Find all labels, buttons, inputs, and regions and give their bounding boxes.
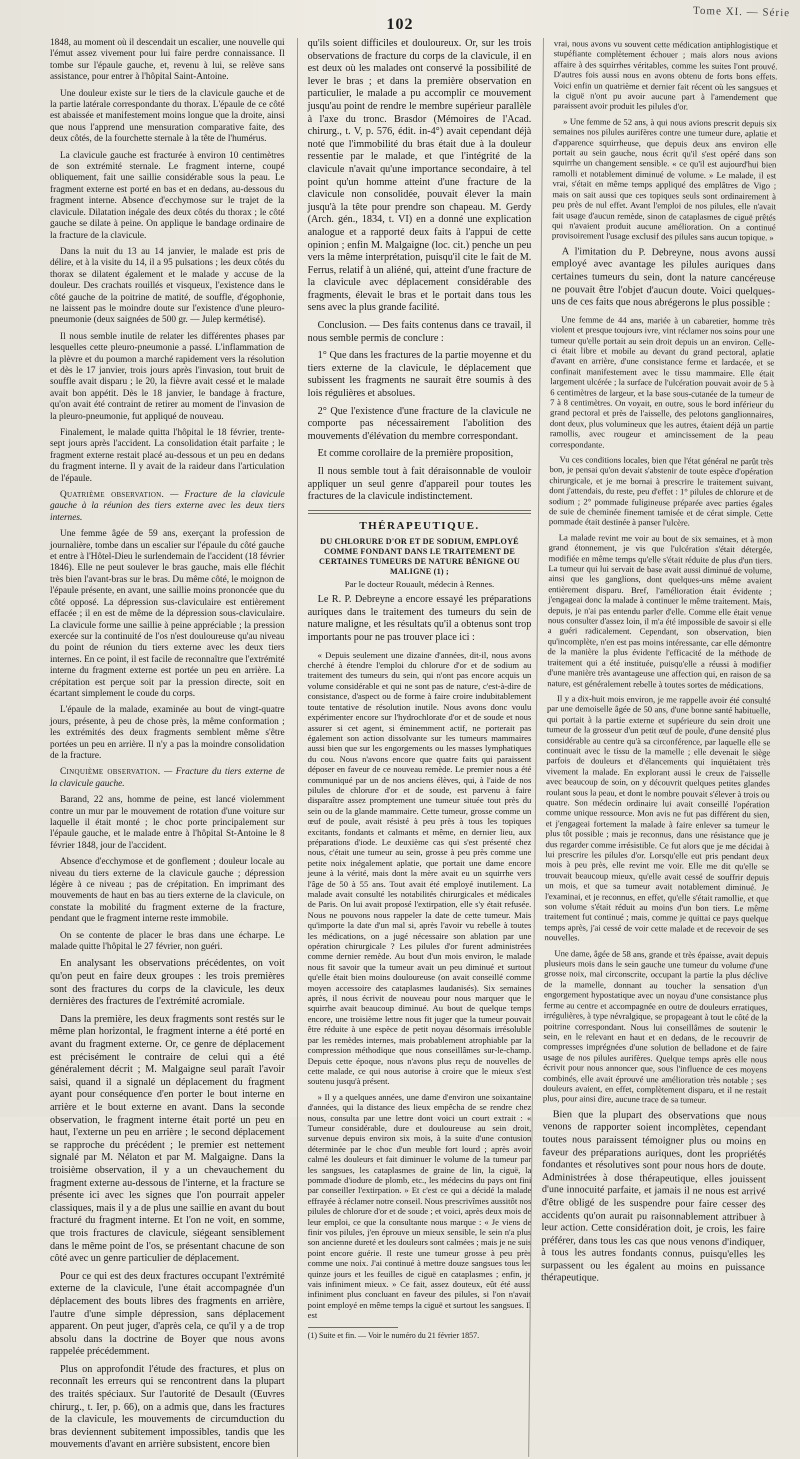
paragraph: Il nous semble inutile de relater les différentes phases par lesquelles cette pleuro-pneumonie a passé. L'inflammation de la plèvre et du poumon a marché rapidement vers la résolution et dès le 17 janvier, trois jours après l'invasion, tout bruit de souffle avait disparu ; le 20, la fièvre avait cessé et le malade avait bon appétit. Dès le 18 janvier, le bandage à fracture, qu'on avait été contraint de retirer au moment de l'invasion de la pleuro-pneumonie, fut appliqué de nouveau. bbox=[50, 331, 285, 422]
page-number: 102 bbox=[386, 16, 414, 33]
paragraph: Une dame, âgée de 58 ans, grande et très épaisse, avait depuis plusieurs mois dans le sein gauche une tumeur du volume d'une grosse noix, mal circonscrite, occupant la partie la plus déclive de la mamelle, donnant au toucher la sensation d'un engorgement hypostatique avec un noyau d'une consistance plus ferme au centre et accompagnée en outre de douleurs erratiques, irrégulières, à type névralgique, se propageant à tout le côté de la poitrine correspondant. Nous lui conseillâmes de soutenir le sein, en le relevant en haut et en dedans, de le recouvrir de compresses imprégnées d'une solution de belladone et de faire usage de nos pilules aurifères. Quelque temps après elle nous écrivit pour nous annoncer que, sous l'influence de ces moyens combinés, elle avait éprouvé une amélioration très notable ; ses douleurs avaient, en effet, complètement disparu, et il ne restait plus, pour ainsi dire, aucune trace de sa tumeur. bbox=[543, 947, 769, 1106]
quoted-paragraph: » Il y a quelques années, une dame d'environ une soixantaine d'années, qui la distance des lieux empêcha de se rendre chez nous, consulta par une lettre dont voici un court extrait : « Tumeur considérable, dure et douloureuse au sein droit, survenue depuis environ six mois, à la suite d'une contusion déterminée par le choc d'un meuble fort lourd ; après avoir calmé les douleurs et fait diminuer le volume de la tumeur par les sangsues, les cataplasmes de graine de lin, la ciguë, la pommade d'iodure de plomb, etc., les médecins du pays ont fini par conseiller l'extirpation. » Et c'est ce qui a décidé la malade effrayée à réclamer notre conseil. Nous prescrivîmes aussitôt nos pilules de chlorure d'or et de soude ; et voici, après deux mois de leur emploi, ce que la consultante nous marque : « Je viens de finir vos pilules, j'en éprouve un mieux sensible, le sein n'a plus son ancienne dureté et les douleurs sont calmées ; mais je ne suis point encore guérie. Il reste une tumeur grosse à peu près comme une noix. J'ai continué à mettre douze sangsues tous les quinze jours et les feuilles de ciguë en cataplasmes ; enfin, je vais infiniment mieux. » Ce fait, assez douteux, eût été aussi infiniment plus concluant en faveur des pilules, si l'on n'avait point employé en même temps la ciguë et surtout les sangsues. Il est bbox=[307, 1091, 532, 1321]
observation-label: Cinquième observation. bbox=[60, 767, 161, 778]
paragraph: Il nous semble tout à fait déraisonnable de vouloir appliquer un seul genre d'appareil pour toutes les fractures de la clavicule indistinctement. bbox=[307, 466, 532, 503]
paragraph: Une femme de 44 ans, mariée à un cabaretier, homme très violent et presque toujours ivre, vint réclamer nos soins pour une tumeur qu'elle portait au sein droit depuis un an environ. Celle-ci était libre et mobile au devant du grand pectoral, aplatie d'avant en arrière, d'une consistance ferme et lardacée, et se confinait manifestement avec le tissu mammaire. Elle était largement ulcérée ; la surface de l'ulcération pouvait avoir de 5 à 6 centimètres de largeur, et la base sous-cutanée de la tumeur de 7 à 8 centimètres. On voyait, en outre, sous le bord inférieur du grand pectoral et près de l'aisselle, des pelotons ganglionnaires, dont deux, plus volumineux que les autres, étaient déjà un partie ramollis, avec rougeur et amincissement de la peau correspondante. bbox=[550, 313, 776, 450]
paragraph: Une douleur existe sur le tiers de la clavicule gauche et de la partie latérale correspondante du thorax. L'épaule de ce côté est abaissée et manifestement moins longue que la droite, ainsi que nous l'apprend une mensuration comparative faite, des deux côtés, de la fourchette sternale à la tête de l'humérus. bbox=[50, 88, 285, 145]
column-1 bbox=[50, 38, 285, 1457]
paragraph: Bien que la plupart des observations que nous venons de rapporter soient incomplètes, cependant toutes nous paraissent témoigner plus ou moins en faveur des préparations auriques, dont les propriétés fondantes et résolutives sont pour nous hors de doute. Administrées à dose thérapeutique, elles jouissent d'une innocuité parfaite, et jamais il ne nous est arrivé d'être obligé de les suspendre pour faire cesser des accidents qu'on aurait pu raisonnablement attribuer à leur action. Cette considération doit, je crois, les faire préférer, dans tous les cas que nous venons d'indiquer, à tous les autres fondants connus, puisqu'elles les surpassent ou les égalent au moins en puissance thérapeutique. bbox=[541, 1108, 767, 1285]
running-header-fragment: Tome XI. — Série bbox=[692, 4, 791, 20]
paragraph: 1848, au moment où il descendait un escalier, une nouvelle qui l'émut assez vivement pour lui faire perdre connaissance. Il tombe sur l'épaule gauche, et, revenu à lui, se relève sans assistance, pour entrer à l'hôpital Saint-Antoine. bbox=[50, 38, 285, 83]
paragraph: Et comme corollaire de la première proposition, bbox=[317, 448, 514, 460]
paragraph: Finalement, le malade quitta l'hôpital le 18 février, trente-sept jours après l'accident. La consolidation était parfaite ; le fragment externe restait placé au-dessous et un peu en dedans du fragment interne. Il y avait de la raideur dans l'articulation de l'épaule. bbox=[50, 428, 285, 484]
observation-title: — Fracture du tiers externe de la clavicule gauche. bbox=[50, 767, 285, 789]
observation-title: — Fracture de la clavicule gauche à la réunion des tiers externe avec les deux tiers internes. bbox=[50, 490, 285, 523]
paragraph: Le R. P. Debreyne a encore essayé les préparations auriques dans le traitement des tumeurs du sein de nature maligne, et les résultats qu'il a obtenus sont trop importants pour ne pas trouver place ici : bbox=[307, 594, 532, 644]
article-heading: DU CHLORURE D'OR ET DE SODIUM, EMPLOYÉ COMME FONDANT DANS LE TRAITEMENT DE CERTAINES TUMEURS DE NATURE BÉNIGNE OU MALIGNE (1) ; bbox=[319, 536, 520, 576]
paragraph: L'épaule de la malade, examinée au bout de vingt-quatre jours, présente, à peu de chose près, la même conformation ; les extrémités des deux fragments semblent même s'être portées un peu en arrière. Il n'y a pas la moindre consolidation de la fracture. bbox=[50, 705, 285, 761]
paragraph: 2° Que l'existence d'une fracture de la clavicule ne comporte pas nécessairement l'abolition des mouvements d'élévation du membre correspondant. bbox=[307, 405, 532, 442]
paragraph: 1° Que dans les fractures de la partie moyenne et du tiers externe de la clavicule, le déplacement que subissent les fragments ne saurait être soumis à des lois régulières et absolues. bbox=[307, 350, 532, 400]
footnote: (1) Suite et fin. — Voir le numéro du 21 février 1857. bbox=[307, 1330, 480, 1340]
section-title: THÉRAPEUTIQUE. bbox=[359, 519, 480, 532]
observation-label: Quatrième observation. bbox=[60, 490, 165, 501]
paragraph: Une femme âgée de 59 ans, exerçant la profession de journalière, tombe dans un escalier sur l'épaule du côté gauche et entre à l'Hôtel-Dieu le surlendemain de l'accident (18 février 1846). Elle ne peut soulever le bras gauche, mais elle fléchit très bien l'avant-bras sur le bras. Du même côté, le moignon de l'épaule présente, en avant, une saillie moins prononcée que du côté opposé. La dépression sus-claviculaire est entièrement effacée ; il en est de même de la dépression sous-claviculaire. La clavicule forme une saillie à peine appréciable ; la pression exercée sur la continuité de l'os n'est douloureuse qu'au niveau du point de réunion du tiers externe avec les deux tiers internes. En ce point, il est facile de reconnaître que l'extrémité interne du fragment externe est portée un peu en arrière. La crépitation est perçue soit par la pression directe, soit en écartant simplement le coude du corps. bbox=[50, 529, 285, 699]
column-2 bbox=[297, 38, 532, 1457]
observation-heading bbox=[50, 767, 285, 790]
paragraph: Il y a dix-huit mois environ, je me rappelle avoir été consulté par une demoiselle âgée de 50 ans, d'une bonne santé habituelle, qui portait à la partie externe et supérieure du sein droit une tumeur de la grosseur d'un petit œuf de poule, d'une densité plus considérable au centre qu'à sa circonférence, par laquelle elle se continuait avec le tissu de la mamelle ; elle devenait le siège parfois de douleurs et d'élancements qui inquiétaient très vivement la malade. En explorant aussi le creux de l'aisselle avec beaucoup de soin, on y découvrit quelques petites glandes roulant sous la peau, et dont le nombre pouvait s'élever à trois ou quatre. Son médecin ordinaire lui avait conseillé l'opération comme unique ressource. Mon avis ne fut pas différent du sien, et j'engageai fortement la malade à faire enlever sa tumeur le plus tôt possible ; mais je reconnus, dans une résistance que je dus regarder comme irrésistible. Ce fut alors que je me décidai à lui prescrire les pilules d'or. Lorsqu'elle eut pris pendant deux mois à peu près, elle revint me voir. Elle me dit qu'elle se trouvait beaucoup mieux, qu'elle avait cessé de souffrir depuis un mois, et que sa tumeur avait notablement diminué. Je l'examinai, et je reconnus, en effet, qu'elle s'était ramollie, et que son volume s'était réduit au moins d'un bon tiers. Le même traitement fut continué ; mais, comme je quittai ce pays quelque temps après, j'ai cessé de voir cette malade et de recevoir de ses nouvelles. bbox=[544, 693, 772, 943]
footnote-rule bbox=[308, 1327, 398, 1328]
paragraph: Dans la nuit du 13 au 14 janvier, le malade est pris de délire, et à la visite du 14, il a 95 pulsations ; les deux côtés du thorax se dilatent également et le malade y accuse de la douleur. Des crachats rouillés et visqueux, l'existence dans le côté gauche de la poitrine de matité, de souffle, d'égophonie, ne laissent pas le moindre doute sur l'existence d'une pleuro-pneumonie (deux saignées de 500 gr. — Julep kermétisé). bbox=[50, 246, 285, 326]
conclusion-heading: Conclusion. — Des faits contenus dans ce travail, il nous semble permis de conclure : bbox=[307, 320, 532, 344]
paragraph: Barand, 22 ans, homme de peine, est lancé violemment contre un mur par le mouvement de rotation d'une voiture sur laquelle il était monté ; le choc porte principalement sur l'épaule gauche, et le malade entre à l'hôpital St-Antoine le 8 février 1848, jour de l'accident. bbox=[50, 795, 285, 851]
paragraph: On se contente de placer le bras dans une écharpe. Le malade quitte l'hôpital le 27 février, non guéri. bbox=[50, 930, 285, 953]
paragraph: A l'imitation du P. Debreyne, nous avons aussi employé avec avantage les pilules auriques dans certaines tumeurs du sein, dont la nature cancéreuse ne pouvait être l'objet d'aucun doute. Voici quelques-uns de ces faits que nous abrégerons le plus possible : bbox=[551, 245, 776, 310]
paragraph: Plus on approfondit l'étude des fractures, et plus on reconnaît les erreurs qui se rencontrent dans la plupart des traités spéciaux. Sur l'autorité de Desault (Œuvres chirurg., t. Ier, p. 66), on a admis que, dans les fractures de la clavicule, les mouvements de circumduction du bras deviennent subitement impossibles, tandis que les mouvements d'avant en arrière subsistent, encore bien bbox=[50, 1363, 285, 1451]
paragraph: La clavicule gauche est fracturée à environ 10 centimètres de son extrémité sternale. Le fragment interne, coupé obliquement, fait une saillie considérable sous la peau. Le fragment externe est porté en bas et en dedans, au-dessous du fragment interne. Absence d'ecchymose sur le trajet de la clavicule. Dilatation inégale des deux côtés du thorax ; le côté gauche se dilate à peine. On applique le bandage ordinaire de la fracture de la clavicule. bbox=[50, 150, 285, 241]
paragraph: Absence d'ecchymose et de gonflement ; douleur locale au niveau du tiers externe de la clavicule gauche ; dépression légère à ce niveau ; pas de crépitation. En imprimant des mouvements de haut en bas au tiers externe de la clavicule, on constate la mobilité du fragment externe de la fracture, pendant que le fragment interne reste immobile. bbox=[50, 857, 285, 925]
paragraph: qu'ils soient difficiles et douloureux. Or, sur les trois observations de fracture du corps de la clavicule, il en est deux où les malades ont conservé la possibilité de lever le bras ; et dans la première observation en particulier, le malade a pu accomplir ce mouvement jusqu'au point de rendre le membre supérieur parallèle à l'axe du tronc. Brasdor (Mémoires de l'Acad. chirurg., t. V, p. 576, édit. in-4°) avait cependant déjà noté que l'immobilité du bras était due à la douleur ressentie par le malade, et que l'intégrité de la clavicule n'avait qu'une importance secondaire, à tel point qu'un homme atteint d'une fracture de la clavicule non consolidée, pouvait élever la main jusqu'à la tête pour prendre son chapeau. M. Gerdy (Arch. gén., 1834, t. VI) en a donné une explication analogue et a rapporté deux faits à l'appui de cette opinion ; enfin M. Malgaigne (loc. cit.) penche un peu vers la même interprétation, puisqu'il cite le fait de M. Ferrus, relatif à un aliéné, qui, atteint d'une fracture de la clavicule avec déplacement considérable des fragments, élevait le bras et le portait dans tous les sens avec la plus grande facilité. bbox=[307, 38, 532, 314]
paragraph: La malade revint me voir au bout de six semaines, et à mon grand étonnement, je vis que l'ulcération s'était détergée, modifiée en même temps qu'elle s'était réduite de plus d'un tiers. La tumeur qui lui servait de base avait aussi diminué de volume, ainsi que les ganglions, dont quelques-uns même avaient entièrement disparu. Bref, l'amélioration était évidente ; j'engageai donc la malade à continuer le même traitement. Mais, depuis, je n'ai pas entendu parler d'elle. Comme elle était venue nous consulter d'assez loin, il m'a été impossible de savoir si elle a guéri radicalement. Cependant, son observation, bien qu'incomplète, n'en est pas moins intéressante, car elle démontre de la manière la plus évidente l'efficacité de la méthode de traitement qui a été instituée, puisqu'elle a réussi à modifier d'une manière très avantageuse une affection qui, en raison de sa nature, est généralement rebelle à toutes sortes de médications. bbox=[547, 532, 773, 690]
observation-heading bbox=[50, 490, 285, 524]
text-columns bbox=[50, 38, 778, 1451]
paragraph: Dans la première, les deux fragments sont restés sur le même plan horizontal, le fragment interne a été porté en avant du fragment externe. Or, ce genre de déplacement est précisément le contraire de celui qui a été généralement décrit ; M. Malgaigne seul paraît l'avoir saisi, quand il a signalé un déplacement du fragment ayant pour conséquence d'en porter le bout interne en arrière et le bout externe en avant. Dans la seconde observation, le fragment interne était porté un peu en haut, l'externe un peu en arrière ; le second déplacement se rapproche du précédent ; le premier est nettement signalé par M. Nélaton et par M. Malgaigne. Dans la troisième observation, il y a un chevauchement du fragment externe au-dessous de l'interne, et la fracture se présente ici avec les signes que l'on pourrait appeler classiques, mais il y a de plus une saillie en avant du bout fracturé du fragment interne. Et l'on ne voit, en somme, que trois fractures de clavicule, siégeant sensiblement dans le même point de l'os, se présentant chacune de son côté avec un genre particulier de déplacement. bbox=[50, 1013, 285, 1265]
quoted-paragraph: « Depuis seulement une dizaine d'années, dit-il, nous avons cherché à étendre l'emploi du chlorure d'or et de sodium au traitement des tumeurs du sein, qui n'ont pas encore acquis un volume considérable et qui ne sont pas de nature, c'est-à-dire de consistance, d'aspect ou de forme à faire croire indubitablement toute tentative de résolution inutile. Nous avons donc voulu expérimenter encore sur l'hydrochlorate d'or et de soude et nous assurer si cet agent, si éminemment actif, ne porterait pas également son action dissolvante sur les tumeurs mammaires aussi bien que sur les engorgements ou les masses lymphatiques du cou. Nous n'avons encore que quatre faits qui paraissent déposer en faveur de ce nouveau remède. Le premier nous a été communiqué par un de nos anciens élèves, qui, à l'aide de nos pilules de chlorure d'or et de soude, est parvenu à faire disparaître assez promptement une tumeur située tout près du sein ou de la glande mammaire. Cette tumeur, grosse comme un œuf de poule, avait résisté à peu près à tous les topiques excitants, fondants et calmants et même, en dernier lieu, aux préparations d'iode. Le deuxième cas qui s'est présenté chez nous, c'était une tumeur au sein, grosse à peu près comme une petite noix inégalement aplatie, que portait une dame encore jeune à la vérité, mais dont la mère avait eu un squirrhe vers l'âge de 50 à 55 ans. Tout avait été employé inutilement. La malade avait consulté les notabilités chirurgicales et médicales de Paris. On lui avait proposé l'extirpation, elle s'y était refusée. Nous ne pouvons nous rappeler la date de cette tumeur. Mais qu'importe la date d'un mal si, après l'avoir vu rebelle à toutes les médications, on a jugé nécessaire son ablation par une opération chirurgicale ? Les pilules d'or furent administrées comme dernier remède. Au bout d'un mois environ, le malade nous fit savoir que la tumeur avait un peu diminué et surtout qu'elle était bien moins douloureuse (on avait conseillé comme moyen accessoire des cataplasmes laudanisés). Six semaines après, il nous écrivit de nouveau pour nous marquer que le squirrhe avait beaucoup diminué. Au bout de quelque temps encore, une troisième lettre nous fit juger que la tumeur pouvait être réduite à une espèce de petit noyau désormais irrésoluble par les remèdes internes, mais probablement atrophiable par la compression méthodique que nous conseillâmes sur-le-champ. Depuis cette époque, nous n'avons plus reçu de nouvelles de cette malade, ce qui nous autorise à croire que le mieux s'est soutenu jusqu'à présent. bbox=[307, 649, 532, 1087]
quoted-paragraph: » Une femme de 52 ans, à qui nous avions prescrit depuis six semaines nos pilules aurifères contre une tumeur dure, aplatie et d'apparence squirrheuse, que depuis deux ans environ elle portait au sein gauche, nous écrit qu'il s'est opéré dans son squirrhe un changement sensible. « ce qu'il est aujourd'hui bien ramolli et notablement diminué de volume. » Le malade, il est vrai, s'était en même temps appliqué des emplâtres de Vigo ; mais on sait aussi que ces topiques seuls sont ordinairement à peu près de nul effet. Avant l'emploi de nos pilules, elle n'avait fait usage d'aucun remède, sinon de cataplasmes de ciguë prêtés qui n'avaient produit aucune amélioration. On a continué provisoirement l'usage exclusif des pilules sans aucun topique. » bbox=[552, 116, 778, 243]
quoted-paragraph: vrai, nous avons vu souvent cette médication antiphlogistique et stupéfiante complètement échouer ; mais alors nous avions affaire à des squirrhes véritables, comme les suites l'ont prouvé. D'autres fois aussi nous en avons obtenu de forts bons effets. Voici enfin un quatrième et dernier fait récent où les sangsues et la ciguë n'ont pu avoir aucune part à l'amendement que paraissent avoir produit les pilules d'or. bbox=[553, 38, 778, 112]
section-divider bbox=[308, 510, 532, 514]
paragraph: Vu ces conditions locales, bien que l'état général ne parût très bon, je pensai qu'on devait s'abstenir de toute espèce d'opération chirurgicale, et je me bornai à prescrire le traitement suivant, dont j'attendais, du reste, peu d'effet : 1° pilules de chlorure et de sodium ; 2° pommade fuligineuse préparée avec parties égales de suie de cheminée finement tamisée et de cérat simple. Cette pommade était destinée à panser l'ulcère. bbox=[549, 454, 774, 528]
column-3 bbox=[528, 38, 778, 1459]
paragraph: En analysant les observations précédentes, on voit qu'on peut en faire deux groupes : les trois premières sont des fractures du corps de la clavicule, les deux dernières des fractures de l'extrémité acromiale. bbox=[50, 958, 285, 1008]
article-byline: Par le docteur Rouault, médecin à Rennes. bbox=[344, 578, 495, 589]
paragraph: Pour ce qui est des deux fractures occupant l'extrémité externe de la clavicule, l'une était accompagnée d'un déplacement des bouts libres des fragments en arrière, l'autre d'une simple dépression, sans déplacement apparent. On peut juger, d'après cela, ce qu'il y a de trop absolu dans la doctrine de Boyer que nous avons rappelée précédemment. bbox=[50, 1270, 285, 1358]
